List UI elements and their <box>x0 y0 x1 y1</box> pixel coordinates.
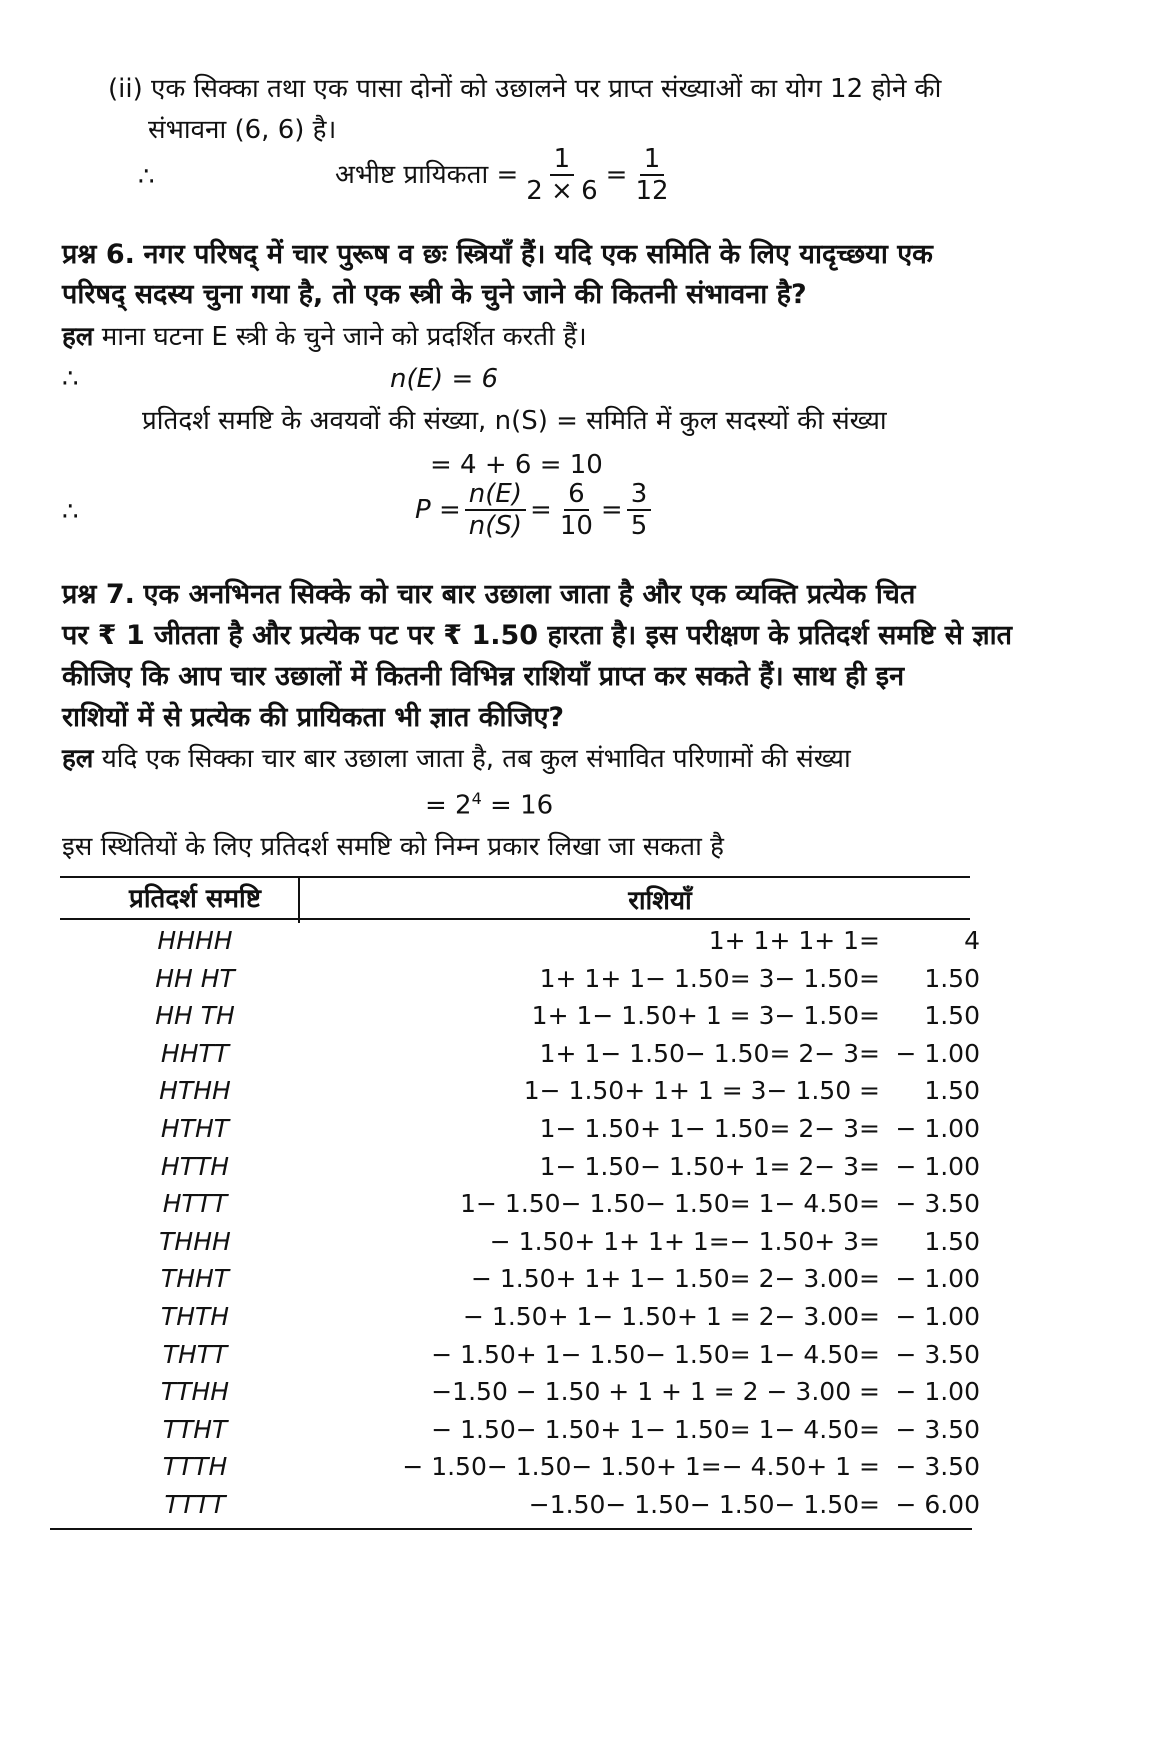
question-7-line3: कीजिए कि आप चार उछालों में कितनी विभिन्न राशियाँ प्राप्त कर सकते हैं। साथ ही इन <box>62 661 905 692</box>
amount-result: − 3.50 <box>895 1189 980 1219</box>
amount-expression: 1+ 1+ 1− 1.50= 3− 1.50= <box>539 963 880 993</box>
n-e-value: n(E) = 6 <box>390 364 499 394</box>
table-header-sample: प्रतिदर्श समष्टि <box>129 884 261 914</box>
table-cell-sample: HTTH <box>160 1151 230 1181</box>
table-cell-sample: THHH <box>159 1226 231 1256</box>
table-cell-sample: HTHH <box>159 1076 231 1106</box>
fraction-denominator: n(S) <box>468 511 523 541</box>
amount-result: − 6.00 <box>895 1490 980 1519</box>
table-cell-amount <box>340 1260 980 1298</box>
table-cell-amount <box>340 1185 980 1223</box>
question-6-label: प्रश्न 6. <box>62 239 135 270</box>
table-cell-amount <box>340 1072 980 1110</box>
probability-label: अभीष्ट प्रायिकता = <box>335 160 519 190</box>
table-cell-amount <box>340 960 980 998</box>
amount-expression: − 1.50− 1.50+ 1− 1.50= 1− 4.50= <box>431 1414 880 1444</box>
amount-expression: − 1.50+ 1+ 1+ 1=− 1.50+ 3= <box>489 1226 880 1256</box>
table-cell-sample: TTTH <box>162 1452 228 1482</box>
part-ii-line1 <box>108 72 941 106</box>
amount-expression: − 1.50+ 1+ 1− 1.50= 2− 3.00= <box>470 1264 880 1294</box>
amount-expression: 1+ 1− 1.50+ 1 = 3− 1.50= <box>531 1001 880 1031</box>
amount-result: − 1.00 <box>895 1377 980 1407</box>
sample-space-line: प्रतिदर्श समष्टि के अवयवों की संख्या, n(S) = समिति में कुल सदस्यों की संख्या <box>142 406 887 436</box>
table-cell-sample: HH TH <box>155 1001 235 1031</box>
table-cell-amount <box>340 1448 980 1486</box>
amount-result: − 1.00 <box>895 1302 980 1331</box>
amount-expression: 1− 1.50− 1.50− 1.50= 1− 4.50= <box>460 1189 880 1219</box>
table-cell-amount <box>340 1411 980 1449</box>
table-cell-sample: TTHT <box>162 1414 228 1444</box>
table-cell-sample: HTHT <box>160 1114 230 1143</box>
table-cell-amount <box>340 1035 980 1073</box>
fraction-denominator: 5 <box>630 511 648 541</box>
table-cell-sample: THTT <box>162 1339 228 1369</box>
amount-expression: 1+ 1+ 1+ 1= <box>708 926 880 955</box>
amount-result: 1.50 <box>924 1001 980 1031</box>
probability-p-equation <box>415 478 655 542</box>
fraction-numerator: n(E) <box>465 479 526 511</box>
question-7-line4: राशियों में से प्रत्येक की प्रायिकता भी ज्ञात कीजिए? <box>62 702 565 733</box>
table-cell-amount <box>340 1486 980 1524</box>
amount-result: 1.50 <box>924 1076 980 1106</box>
amount-expression: − 1.50+ 1− 1.50+ 1 = 2− 3.00= <box>463 1302 880 1331</box>
fraction-numerator: 1 <box>640 144 665 176</box>
solution-6-label: हल <box>62 322 94 352</box>
fraction-denominator: 2 × 6 <box>526 176 598 206</box>
amount-result: 1.50 <box>924 963 980 993</box>
part-ii-line2: संभावना (6, 6) है। <box>148 115 337 145</box>
total-outcomes <box>425 782 553 823</box>
table-intro: इस स्थितियों के लिए प्रतिदर्श समष्टि को निम्न प्रकार लिखा जा सकता है <box>62 832 724 862</box>
probability-equation <box>335 143 677 207</box>
outcomes-exponent: 4 <box>471 789 482 808</box>
solution-7-label: हल <box>62 744 94 774</box>
equals-sign: = <box>605 160 628 190</box>
question-6-text-1: नगर परिषद् में चार पुरूष व छः स्त्रियाँ हैं। यदि एक समिति के लिए यादृच्छया एक <box>143 239 933 270</box>
outcomes-result: = 16 <box>481 790 554 821</box>
question-7-label: प्रश्न 7. <box>62 579 135 610</box>
table-header-rule <box>60 918 970 920</box>
amount-result: − 3.50 <box>895 1414 980 1444</box>
question-7-text-1: एक अनभिनत सिक्के को चार बार उछाला जाता है और एक व्यक्ति प्रत्येक चित <box>143 579 916 610</box>
fraction-numerator: 6 <box>564 479 589 511</box>
amount-expression: −1.50− 1.50− 1.50− 1.50= <box>528 1490 880 1519</box>
table-cell-sample: THHT <box>160 1264 230 1294</box>
fraction-1-over-2x6 <box>522 144 601 206</box>
table-cell-amount <box>340 922 980 960</box>
question-6-line1 <box>62 238 933 272</box>
table-cell-amount <box>340 1373 980 1411</box>
table-cell-sample: HHHH <box>157 926 233 955</box>
table-cell-sample: HH HT <box>155 963 235 993</box>
equals-sign: = <box>600 495 623 525</box>
table-cell-amount <box>340 1223 980 1261</box>
solution-6-text: माना घटना E स्त्री के चुने जाने को प्रदर्शित करती हैं। <box>101 322 587 352</box>
table-cell-sample: TTHH <box>160 1377 230 1407</box>
amount-expression: 1− 1.50+ 1+ 1 = 3− 1.50 = <box>523 1076 880 1106</box>
fraction-ne-over-ns <box>465 479 526 541</box>
amount-result: − 1.00 <box>895 1264 980 1294</box>
amount-expression: 1− 1.50+ 1− 1.50= 2− 3= <box>539 1114 880 1143</box>
total-members: = 4 + 6 = 10 <box>430 450 603 480</box>
fraction-numerator: 1 <box>550 144 575 176</box>
solution-7-text: यदि एक सिक्का चार बार उछाला जाता है, तब कुल संभावित परिणामों की संख्या <box>101 744 851 774</box>
amount-expression: − 1.50− 1.50− 1.50+ 1=− 4.50+ 1 = <box>402 1452 880 1482</box>
fraction-1-over-12 <box>631 144 672 206</box>
table-cell-sample: HTTT <box>162 1189 228 1219</box>
table-cell-sample: THTH <box>160 1302 230 1331</box>
table-cell-sample: TTTT <box>164 1490 226 1519</box>
fraction-numerator: 3 <box>627 479 652 511</box>
therefore-symbol: ∴ <box>62 364 79 394</box>
fraction-denominator: 12 <box>635 176 669 206</box>
outcomes-base: = 2 <box>425 790 472 821</box>
amount-result: − 1.00 <box>895 1114 980 1143</box>
amount-expression: −1.50 − 1.50 + 1 + 1 = 2 − 3.00 = <box>431 1377 880 1407</box>
part-ii-label: (ii) <box>108 74 143 104</box>
question-7-line2: पर ₹ 1 जीतता है और प्रत्येक पट पर ₹ 1.50 हारता है। इस परीक्षण के प्रतिदर्श समष्टि से ज्ञात <box>62 620 1013 651</box>
table-cell-amount <box>340 1298 980 1336</box>
question-6-line2: परिषद् सदस्य चुना गया है, तो एक स्त्री के चुने जाने की कितनी संभावना है? <box>62 279 807 310</box>
amount-result: − 3.50 <box>895 1339 980 1369</box>
table-cell-sample: HHTT <box>160 1038 230 1068</box>
amount-result: 1.50 <box>924 1226 980 1256</box>
table-header-amount: राशियाँ <box>628 886 692 916</box>
equals-sign: = <box>530 495 552 525</box>
table-cell-amount <box>340 1110 980 1148</box>
amount-expression: 1+ 1− 1.50− 1.50= 2− 3= <box>539 1038 880 1068</box>
p-label: P = <box>415 495 461 525</box>
table-cell-amount <box>340 1336 980 1374</box>
fraction-3-over-5 <box>627 479 652 541</box>
fraction-6-over-10 <box>556 479 597 541</box>
table-cell-amount <box>340 997 980 1035</box>
table-header-divider <box>298 877 300 923</box>
therefore-symbol: ∴ <box>62 497 79 527</box>
fraction-denominator: 10 <box>559 511 593 541</box>
solution-6-line1 <box>62 320 587 354</box>
amount-expression: 1− 1.50− 1.50+ 1= 2− 3= <box>539 1151 880 1181</box>
amount-result: 4 <box>964 926 980 955</box>
table-bottom-rule <box>50 1528 972 1530</box>
table-top-rule <box>60 876 970 878</box>
therefore-symbol: ∴ <box>138 162 155 192</box>
part-ii-text-1: एक सिक्का तथा एक पासा दोनों को उछालने पर प्राप्त संख्याओं का योग 12 होने की <box>151 74 942 104</box>
amount-expression: − 1.50+ 1− 1.50− 1.50= 1− 4.50= <box>431 1339 880 1369</box>
amount-result: − 1.00 <box>895 1038 980 1068</box>
amount-result: − 3.50 <box>895 1452 980 1482</box>
solution-7-line1 <box>62 742 851 776</box>
amount-result: − 1.00 <box>895 1151 980 1181</box>
question-7-line1 <box>62 578 915 612</box>
table-cell-amount <box>340 1148 980 1186</box>
